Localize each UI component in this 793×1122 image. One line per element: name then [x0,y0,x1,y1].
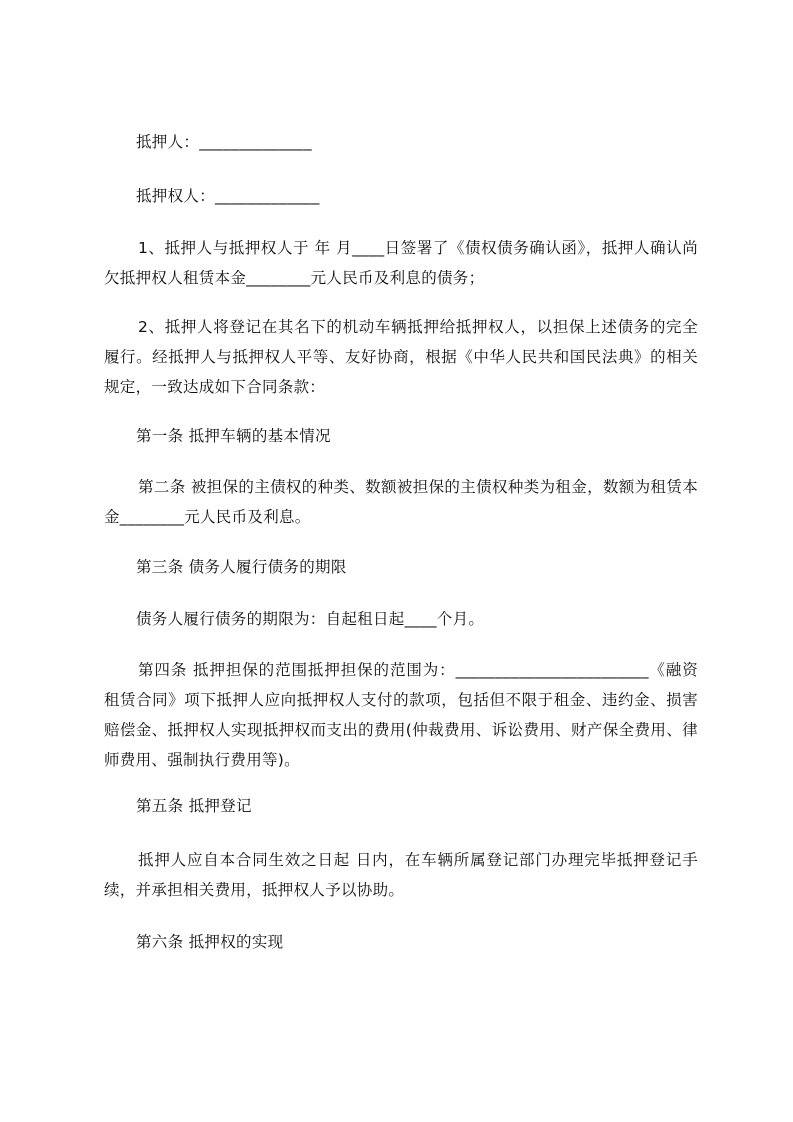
clause-2: 2、抵押人将登记在其名下的机动车辆抵押给抵押权人，以担保上述债务的完全履行。经抵押人与抵押权人平等、友好协商，根据《中华人民共和国民法典》的相关规定，一致达成如下合同条款： [104,318,698,396]
mortgagee-field: 抵押权人：_____________ [136,187,320,205]
article-4: 第四条 抵押担保的范围抵押担保的范围为：________________________《融资租赁合同》项下抵押人应向抵押权人支付的款项，包括但不限于租金、违约金、损害赔偿金、抵押权人实现抵押权而支出的费用(仲裁费用、诉讼费用、财产保全费用、律师费用、强制执行费用等)。 [104,661,698,769]
article-2: 第二条 被担保的主债权的种类、数额被担保的主债权种类为租金，数额为租赁本金________元人民币及利息。 [104,478,698,526]
article-6-heading: 第六条 抵押权的实现 [136,933,284,951]
article-3-body: 债务人履行债务的期限为：自起租日起____个月。 [136,610,485,628]
mortgagor-field: 抵押人：______________ [136,133,312,151]
article-1-heading: 第一条 抵押车辆的基本情况 [136,427,331,445]
article-3-heading: 第三条 债务人履行债务的期限 [136,558,347,576]
article-5-heading: 第五条 抵押登记 [136,797,252,815]
clause-1: 1、抵押人与抵押权人于 年 月____日签署了《债权债务确认函》，抵押人确认尚欠抵押权人租赁本金________元人民币及利息的债务； [104,239,698,287]
article-5-body: 抵押人应自本合同生效之日起 日内，在车辆所属登记部门办理完毕抵押登记手续，并承担相关费用，抵押权人予以协助。 [104,851,698,899]
